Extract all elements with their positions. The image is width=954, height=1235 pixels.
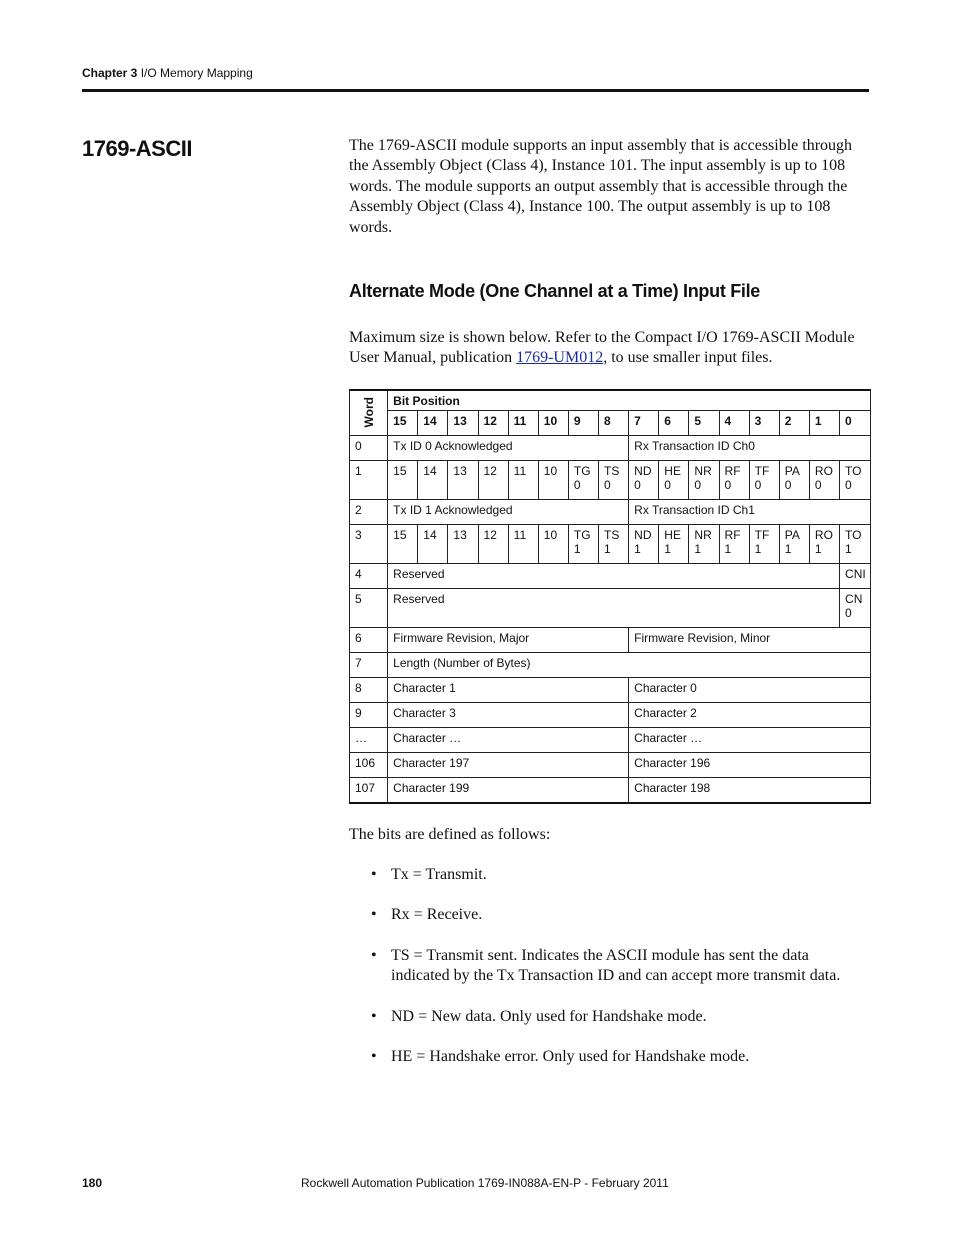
table-row [350,778,871,803]
bit-cell: RO 1 [809,525,839,564]
word-number: 107 [350,778,388,803]
bit-number: 3 [749,411,779,436]
intro-paragraph: The 1769-ASCII module supports an input assembly that is accessible through the Assembly Object (Class 4), Instance 101. The input assembly is up to 108 words. The module supports an output assembly that is accessible through the Assembly Object (Class 4), Instance 100. The output assembly is up to 108 words. [349,137,853,236]
bit-cell: RF 1 [719,525,749,564]
bit-cell: 11 [508,525,538,564]
bit-number-row [350,411,871,436]
bit-cell: 12 [478,525,508,564]
bit-cell: TG 1 [568,525,598,564]
reserved-cell: Reserved [388,564,840,589]
bit-cell: NR 0 [689,461,719,500]
high-byte-cell: Character 197 [388,753,629,778]
table-row [350,461,871,500]
word-number: 5 [350,589,388,628]
bit-cell: PA 1 [779,525,809,564]
bit-definition-list [349,865,859,1087]
publication-footer: Rockwell Automation Publication 1769-IN088A-EN-P - February 2011 [301,1176,669,1190]
word-number: 1 [350,461,388,500]
high-byte-cell: Character 199 [388,778,629,803]
high-byte-cell: Firmware Revision, Major [388,628,629,653]
table-row [350,678,871,703]
bit-cell: 14 [418,461,448,500]
max-size-text-before: Maximum size is shown below. Refer to the Compact I/O 1769-ASCII Module User Manual, publication [349,329,855,367]
word-number: 4 [350,564,388,589]
bit-cell: RO 0 [809,461,839,500]
word-number: 106 [350,753,388,778]
bit-position-header: Bit Position [388,390,871,411]
word-number: 2 [350,500,388,525]
word-number: 3 [350,525,388,564]
high-byte-cell: Tx ID 0 Acknowledged [388,436,629,461]
bit-cell: 10 [538,525,568,564]
bit-number: 9 [568,411,598,436]
table-row [350,564,871,589]
bit-cell: 10 [538,461,568,500]
word-number: 0 [350,436,388,461]
high-byte-cell: Character 1 [388,678,629,703]
full-word-cell: Length (Number of Bytes) [388,653,871,678]
bit-cell: 11 [508,461,538,500]
bit-cell: HE 0 [659,461,689,500]
max-size-text-after: , to use smaller input files. [603,349,773,367]
bit-cell: TS 0 [599,461,629,500]
max-size-paragraph [349,328,869,369]
bit-cell: TF 1 [749,525,779,564]
low-byte-cell: Rx Transaction ID Ch1 [629,500,871,525]
list-item: • Rx = Receive. [349,905,859,925]
bit0-cell: CN 0 [840,589,871,628]
low-byte-cell: Firmware Revision, Minor [629,628,871,653]
input-file-table [349,389,871,804]
bit-number: 13 [448,411,478,436]
table-row [350,703,871,728]
bit-number: 10 [538,411,568,436]
table-header-row [350,390,871,411]
running-header [82,66,253,80]
list-item: • HE = Handshake error. Only used for Handshake mode. [349,1047,859,1067]
table-row [350,753,871,778]
bit-number: 5 [689,411,719,436]
bit-cell: RF 0 [719,461,749,500]
table-row [350,500,871,525]
bit-number: 8 [599,411,629,436]
subsection-title: Alternate Mode (One Channel at a Time) Input File [349,281,761,301]
low-byte-cell: Character 0 [629,678,871,703]
page-number: 180 [82,1176,103,1190]
bit-cell: TO 0 [840,461,871,500]
high-byte-cell: Character … [388,728,629,753]
bit-cell: 15 [388,525,418,564]
bit-cell: 15 [388,461,418,500]
list-item: • TS = Transmit sent. Indicates the ASCII module has sent the data indicated by the Tx Transaction ID and can accept more transmit data. [349,946,859,987]
bit-cell: TF 0 [749,461,779,500]
low-byte-cell: Character 196 [629,753,871,778]
high-byte-cell: Character 3 [388,703,629,728]
word-number: 7 [350,653,388,678]
bit-cell: TG 0 [568,461,598,500]
bit-number: 1 [809,411,839,436]
bit-cell: HE 1 [659,525,689,564]
low-byte-cell: Rx Transaction ID Ch0 [629,436,871,461]
word-number: 6 [350,628,388,653]
bit-cell: 12 [478,461,508,500]
bit-number: 14 [418,411,448,436]
word-number: … [350,728,388,753]
section-title: 1769-ASCII [82,136,192,161]
low-byte-cell: Character 2 [629,703,871,728]
low-byte-cell: Character … [629,728,871,753]
table-row [350,589,871,628]
bit-cell: 13 [448,525,478,564]
bit-number: 12 [478,411,508,436]
low-byte-cell: Character 198 [629,778,871,803]
bit-cell: TO 1 [840,525,871,564]
word-number: 8 [350,678,388,703]
bit-cell: TS 1 [599,525,629,564]
bit-number: 4 [719,411,749,436]
high-byte-cell: Tx ID 1 Acknowledged [388,500,629,525]
list-item: • Tx = Transmit. [349,865,859,885]
table-row [350,525,871,564]
bit0-cell: CNI [840,564,871,589]
table-row [350,728,871,753]
bit-number: 7 [629,411,659,436]
bit-cell: ND 0 [629,461,659,500]
bit-number: 6 [659,411,689,436]
publication-link[interactable]: 1769-UM012 [516,349,604,367]
bit-cell: ND 1 [629,525,659,564]
table-row [350,436,871,461]
chapter-title: I/O Memory Mapping [140,66,253,80]
chapter-label: Chapter 3 [82,66,138,80]
bit-number: 0 [840,411,871,436]
bit-cell: 14 [418,525,448,564]
table-row [350,653,871,678]
list-item: • ND = New data. Only used for Handshake mode. [349,1007,859,1027]
reserved-cell: Reserved [388,589,840,628]
bit-cell: NR 1 [689,525,719,564]
header-rule [82,89,869,92]
bit-cell: 13 [448,461,478,500]
word-header: Word [362,396,377,428]
bit-number: 15 [388,411,418,436]
bit-number: 2 [779,411,809,436]
word-header-cell [350,390,388,436]
table-row [350,628,871,653]
bit-number: 11 [508,411,538,436]
bits-defined-intro: The bits are defined as follows: [349,826,551,843]
bit-cell: PA 0 [779,461,809,500]
word-number: 9 [350,703,388,728]
